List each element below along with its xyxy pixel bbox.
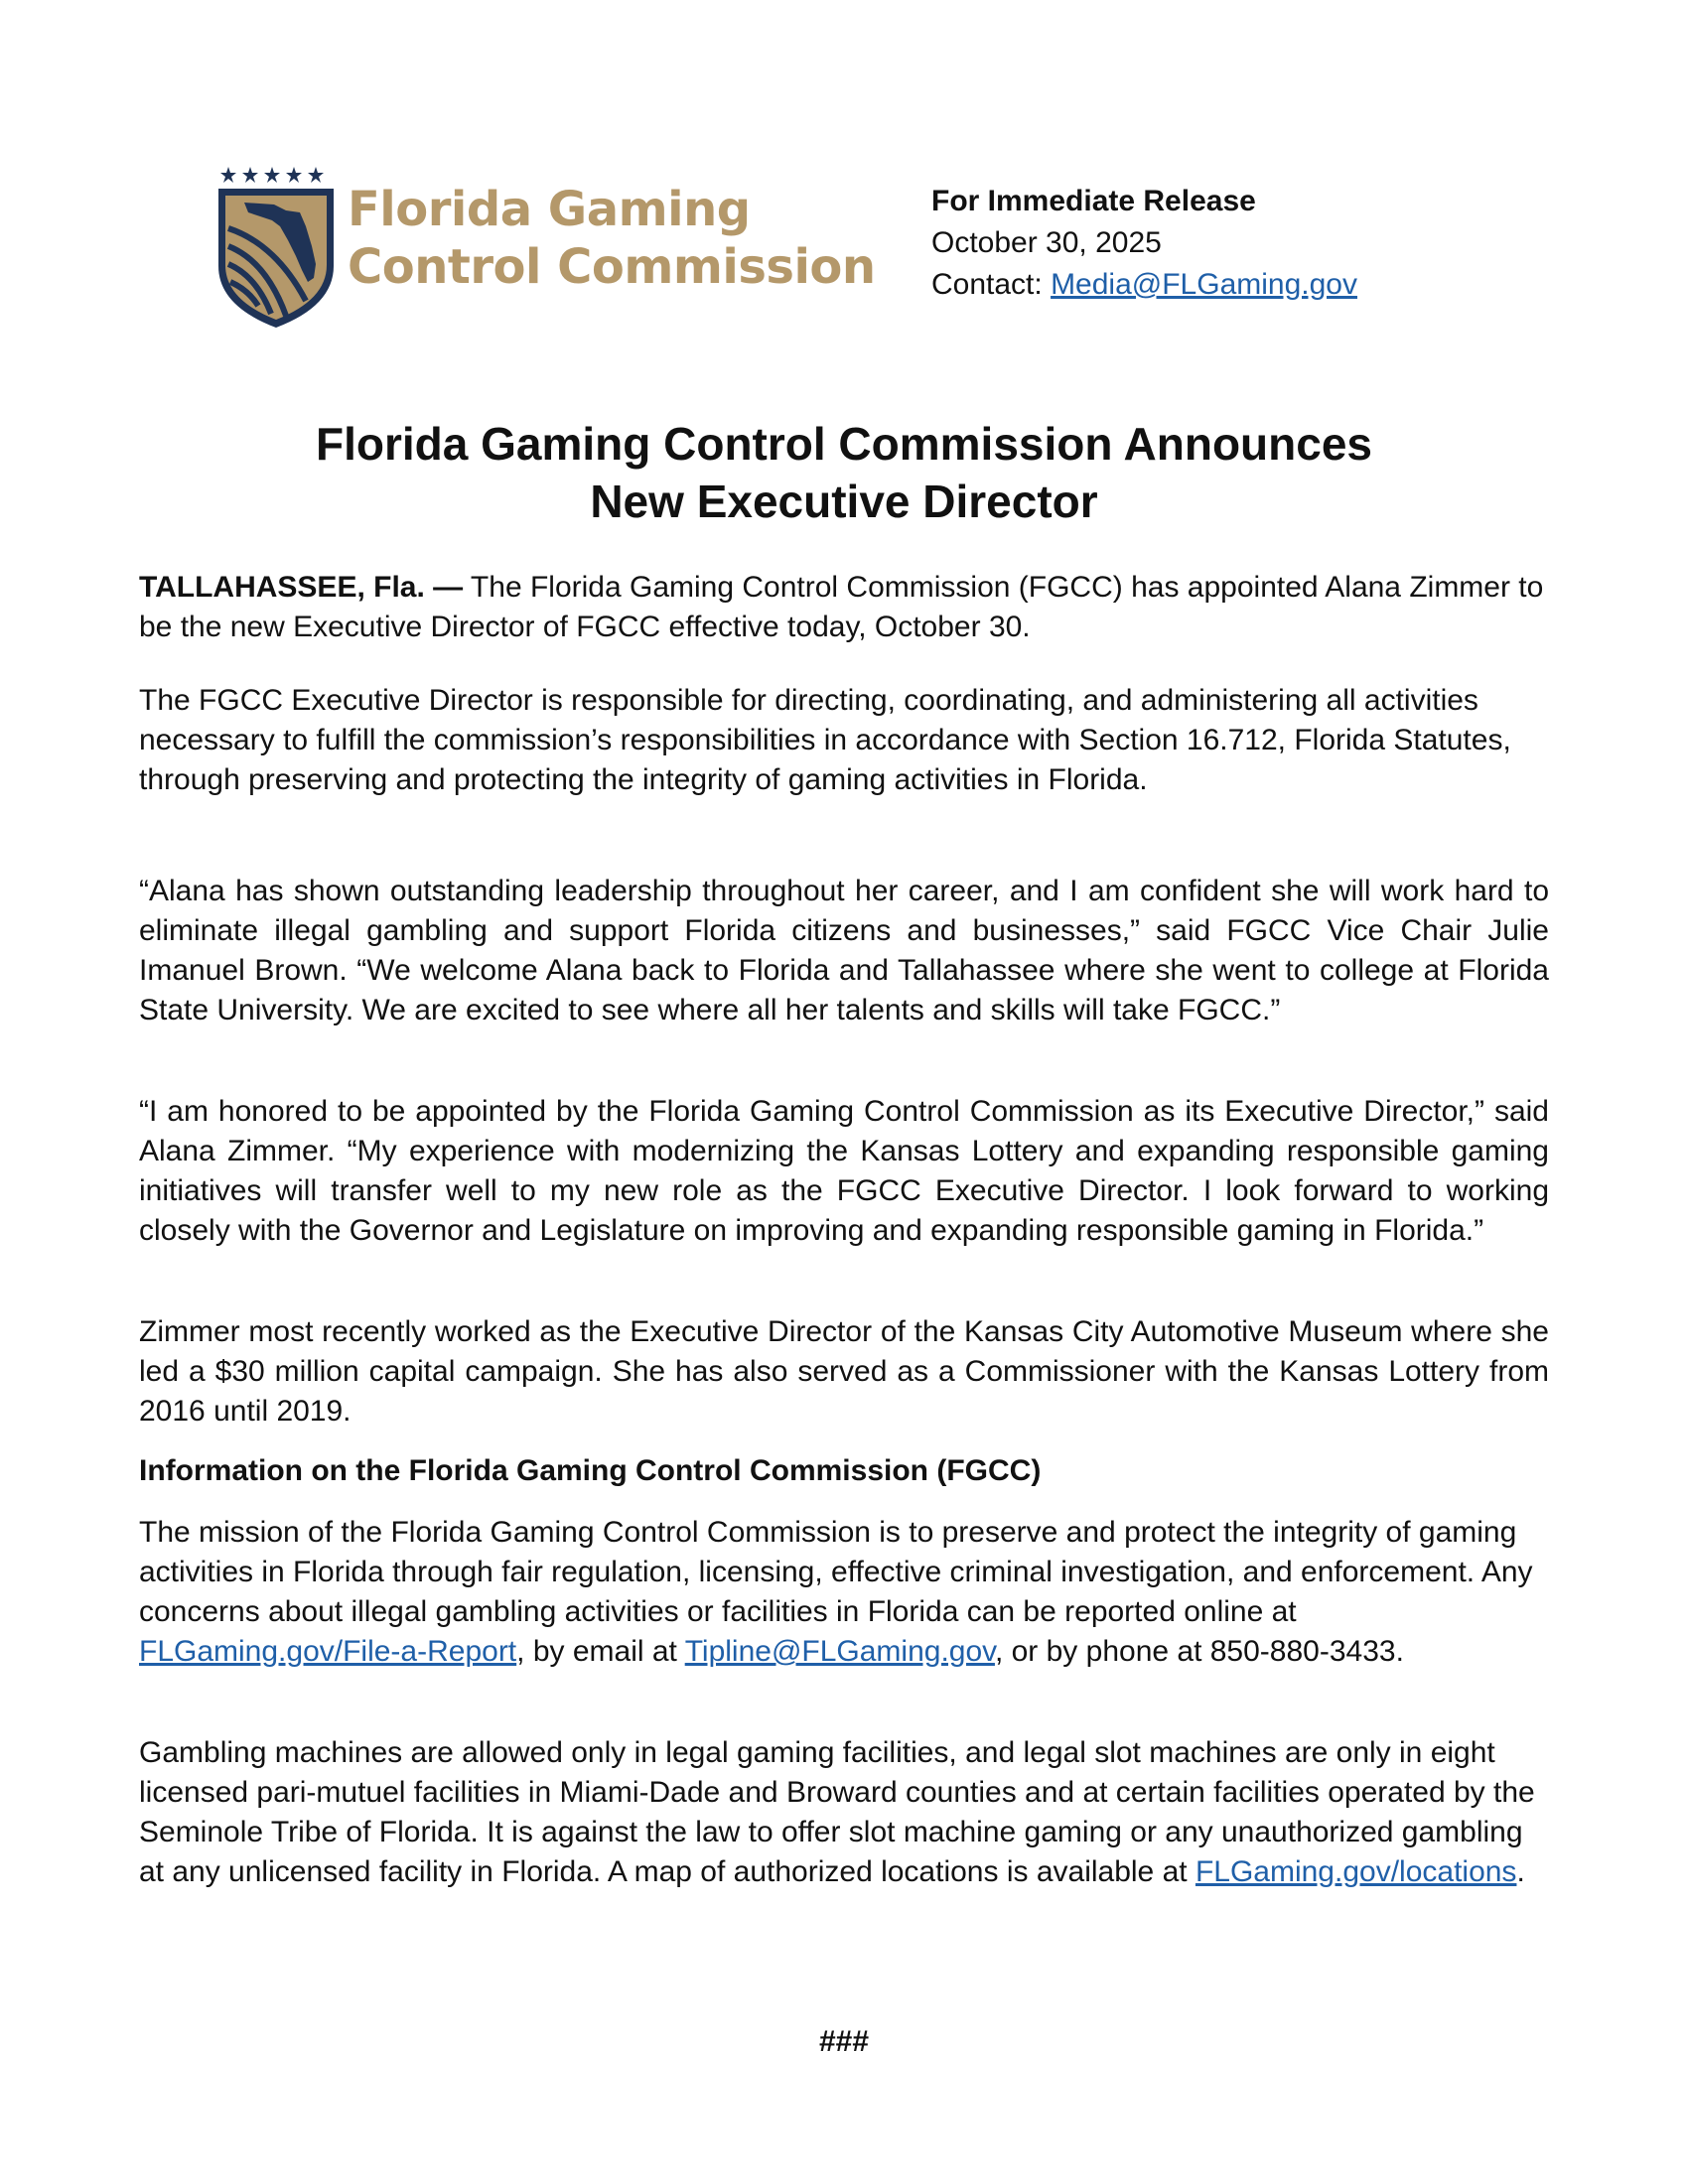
file-report-link[interactable]: FLGaming.gov/File-a-Report <box>139 1635 517 1668</box>
logo-wordmark <box>348 181 884 296</box>
tipline-email-link[interactable]: Tipline@FLGaming.gov <box>684 1635 995 1668</box>
dateline: TALLAHASSEE, Fla. — <box>139 571 464 604</box>
page-title <box>139 415 1549 530</box>
paragraph-6-text-b: , by email at <box>516 1635 685 1668</box>
fgcc-shield-icon <box>216 167 346 336</box>
paragraph-1-text: The Florida Gaming Control Commission (FGCC) has appointed Alana Zimmer to be the new Executive Director of FGCC effective today, October 30. <box>139 571 1544 643</box>
release-label: For Immediate Release <box>931 185 1256 217</box>
section-heading: Information on the Florida Gaming Control Commission (FGCC) <box>139 1454 1042 1487</box>
paragraph-1 <box>139 568 1549 647</box>
release-contact <box>931 264 1448 306</box>
paragraph-7 <box>139 1733 1549 1892</box>
paragraph-4: “I am honored to be appointed by the Florida Gaming Control Commission as its Executive Director,” said Alana Zimmer. “My experience with modernizing the Kansas Lottery and expanding responsible gaming initiatives will transfer well to my new role as the FGCC Executive Director. I look forward to working closely with the Governor and Legislature on improving and expanding responsible gaming in Florida.” <box>139 1095 1549 1247</box>
paragraph-3: “Alana has shown outstanding leadership throughout her career, and I am confident she will work hard to eliminate illegal gambling and support Florida citizens and businesses,” said FGCC Vice Chair Julie Imanuel Brown. “We welcome Alana back to Florida and Tallahassee where she went to college at Florida State University. We are excited to see where all her talents and skills will take FGCC.” <box>139 875 1549 1026</box>
paragraph-7-text-a: Gambling machines are allowed only in legal gaming facilities, and legal slot machines are only in eight licensed pari-mutuel facilities in Miami-Dade and Broward counties and at certain facilities operated by the Seminole Tribe of Florida. It is against the law to offer slot machine gaming or any unauthorized gambling at any unlicensed facility in Florida. A map of authorized locations is available at <box>139 1736 1535 1888</box>
paragraph-2: The FGCC Executive Director is responsible for directing, coordinating, and administering all activities necessary to fulfill the commission’s responsibilities in accordance with Section 16.712, Florida Statutes, through preserving and protecting the integrity of gaming activities in Florida. <box>139 684 1511 796</box>
locations-link[interactable]: FLGaming.gov/locations <box>1195 1855 1517 1888</box>
contact-label: Contact: <box>931 268 1052 301</box>
release-date: October 30, 2025 <box>931 226 1162 259</box>
contact-email-link[interactable]: Media@FLGaming.gov <box>1051 268 1357 301</box>
paragraph-6-text-c: , or by phone at 850-880-3433. <box>994 1635 1404 1668</box>
paragraph-7-text-b: . <box>1516 1855 1525 1888</box>
paragraph-6-text-a: The mission of the Florida Gaming Control Commission is to preserve and protect the integrity of gaming activities in Florida through fair regulation, licensing, effective criminal investigation, and enforcement. Any concerns about illegal gambling activities or facilities in Florida can be reported online at <box>139 1516 1533 1628</box>
fgcc-logo <box>216 167 882 336</box>
title-line-2: New Executive Director <box>590 476 1098 527</box>
end-mark: ### <box>818 2025 870 2058</box>
paragraph-6 <box>139 1513 1549 1672</box>
paragraph-5: Zimmer most recently worked as the Executive Director of the Kansas City Automotive Museum where she led a $30 million capital campaign. She has also served as a Commissioner with the Kansas Lottery from 2016 until 2019. <box>139 1315 1549 1428</box>
logo-line-2: Control Commission <box>348 239 876 295</box>
logo-line-1: Florida Gaming <box>348 182 751 237</box>
release-info <box>931 181 1448 306</box>
title-line-1: Florida Gaming Control Commission Announces <box>315 418 1373 470</box>
